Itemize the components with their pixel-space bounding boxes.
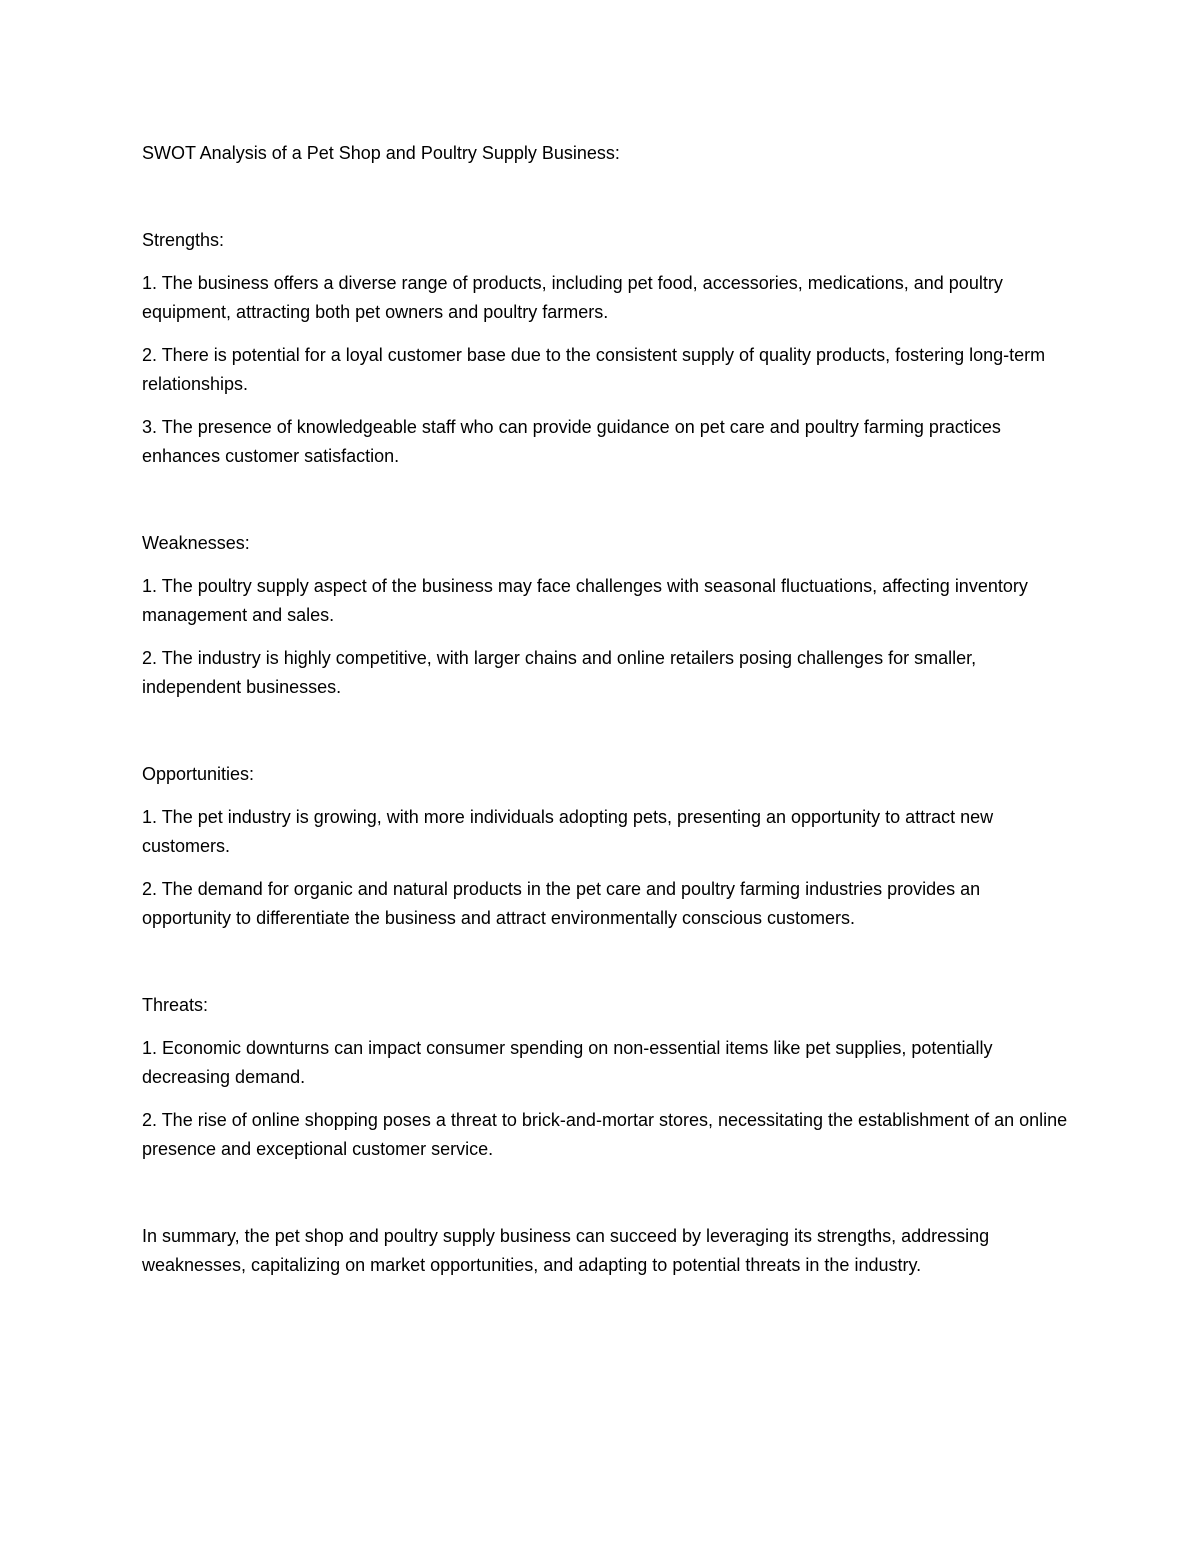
list-item: 2. The industry is highly competitive, with larger chains and online retailers posing challenges for smaller, independent businesses.: [142, 648, 977, 697]
list-item: 3. The presence of knowledgeable staff who can provide guidance on pet care and poultry farming practices enhances customer satisfaction.: [142, 417, 1001, 466]
section-heading: Strengths:: [142, 230, 225, 250]
section-weaknesses: [142, 529, 1072, 702]
section-heading: Opportunities:: [142, 764, 255, 784]
section-heading: Threats:: [142, 995, 209, 1015]
section-strengths: [142, 226, 1072, 471]
list-item: 1. The poultry supply aspect of the business may face challenges with seasonal fluctuations, affecting inventory management and sales.: [142, 576, 1028, 625]
summary-paragraph: In summary, the pet shop and poultry supply business can succeed by leveraging its strengths, addressing weaknesses, capitalizing on market opportunities, and adapting to potential threats in the industry.: [142, 1226, 990, 1275]
list-item: 2. The demand for organic and natural products in the pet care and poultry farming industries provides an opportunity to differentiate the business and attract environmentally conscious customers.: [142, 879, 981, 928]
section-opportunities: [142, 760, 1072, 933]
document-body: [142, 139, 1072, 1298]
list-item: 2. There is potential for a loyal customer base due to the consistent supply of quality products, fostering long-term relationships.: [142, 345, 1046, 394]
list-item: 2. The rise of online shopping poses a threat to brick-and-mortar stores, necessitating the establishment of an online presence and exceptional customer service.: [142, 1110, 1068, 1159]
list-item: 1. The pet industry is growing, with more individuals adopting pets, presenting an opportunity to attract new customers.: [142, 807, 994, 856]
section-threats: [142, 991, 1072, 1164]
list-item: 1. The business offers a diverse range of products, including pet food, accessories, medications, and poultry equipment, attracting both pet owners and poultry farmers.: [142, 273, 1003, 322]
section-heading: Weaknesses:: [142, 533, 250, 553]
list-item: 1. Economic downturns can impact consumer spending on non-essential items like pet supplies, potentially decreasing demand.: [142, 1038, 993, 1087]
document-title: SWOT Analysis of a Pet Shop and Poultry Supply Business:: [142, 143, 620, 163]
